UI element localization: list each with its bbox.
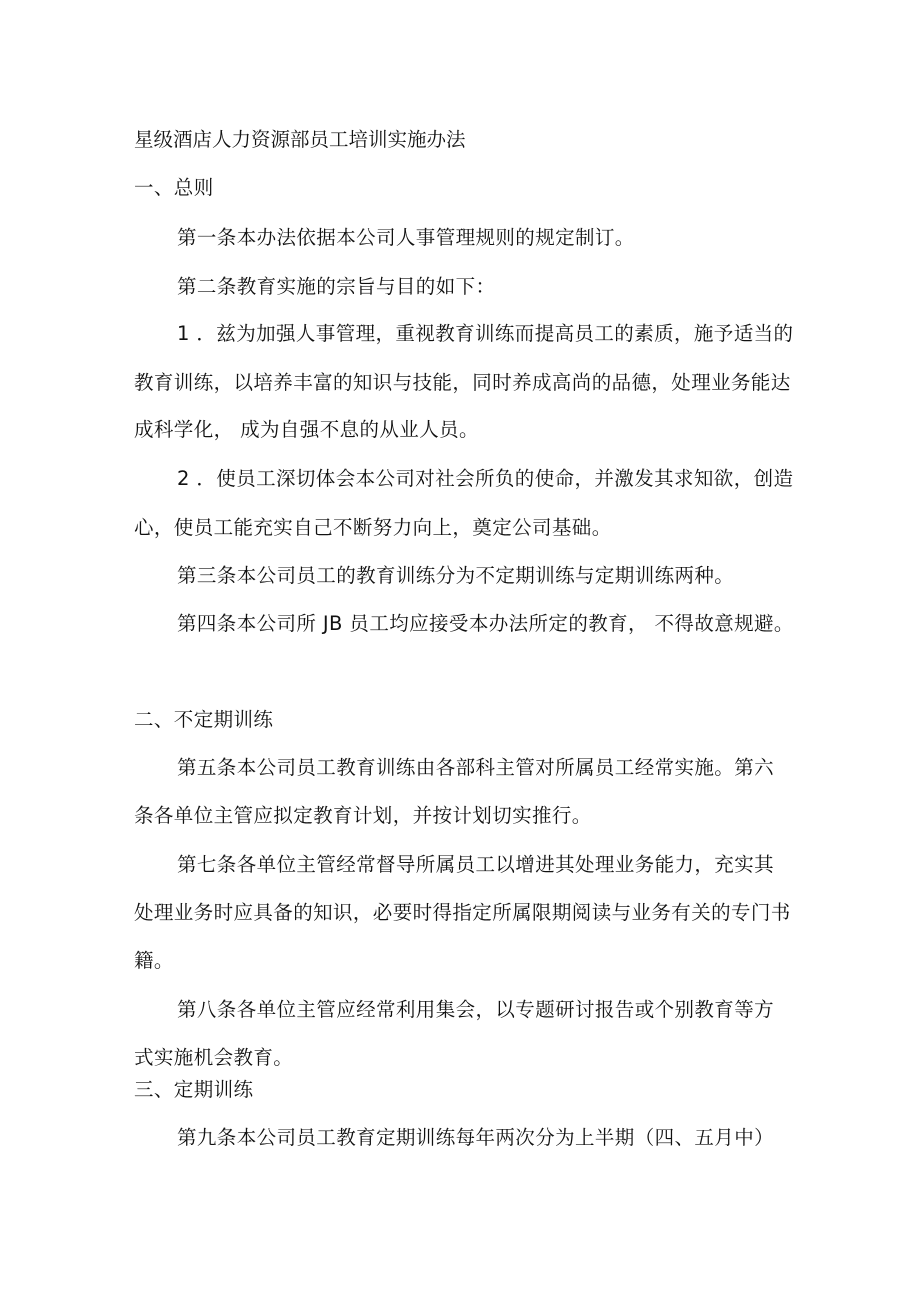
paragraph-line: 条各单位主管应拟定教育计划，并按计划切实推行。	[134, 804, 592, 827]
paragraph-line: 成科学化， 成为自强不息的从业人员。	[134, 418, 479, 441]
paragraph-line: 1 ．兹为加强人事管理，重视教育训练而提高员工的素质，施予适当的	[177, 322, 794, 345]
paragraph-line: 心，使员工能充实自己不断努力向上，奠定公司基础。	[134, 516, 612, 539]
document-title: 星级酒店人力资源部员工培训实施办法	[134, 128, 466, 151]
paragraph-line: 第三条本公司员工的教育训练分为不定期训练与定期训练两种。	[177, 564, 735, 587]
section-heading-general: 一、总则	[134, 176, 214, 199]
paragraph-line: 第四条本公司所 JB 员工均应接受本办法所定的教育， 不得故意规避。	[177, 612, 794, 635]
paragraph-line: 籍。	[134, 949, 174, 972]
paragraph-line: 第一条本办法依据本公司人事管理规则的规定制订。	[177, 226, 635, 249]
paragraph-line: 教育训练，以培养丰富的知识与技能，同时养成高尚的品德，处理业务能达	[134, 371, 791, 394]
paragraph-line: 第二条教育实施的宗旨与目的如下：	[177, 275, 496, 298]
section-heading-irregular-training: 二、不定期训练	[134, 708, 274, 731]
paragraph-line: 第八条各单位主管应经常利用集会，以专题研讨报告或个别教育等方	[177, 998, 775, 1021]
paragraph-line: 第七条各单位主管经常督导所属员工以增进其处理业务能力，充实其	[177, 853, 775, 876]
paragraph-line: 式实施机会教育。	[134, 1046, 294, 1069]
paragraph-line: 处理业务时应具备的知识，必要时得指定所属限期阅读与业务有关的专门书	[134, 901, 791, 924]
paragraph-line: 2 ．使员工深切体会本公司对社会所负的使命，并激发其求知欲，创造	[177, 467, 794, 490]
paragraph-line: 第九条本公司员工教育定期训练每年两次分为上半期（四、五月中）	[177, 1126, 775, 1149]
section-heading-regular-training: 三、定期训练	[134, 1078, 254, 1101]
paragraph-line: 第五条本公司员工教育训练由各部科主管对所属员工经常实施。第六	[177, 756, 775, 779]
